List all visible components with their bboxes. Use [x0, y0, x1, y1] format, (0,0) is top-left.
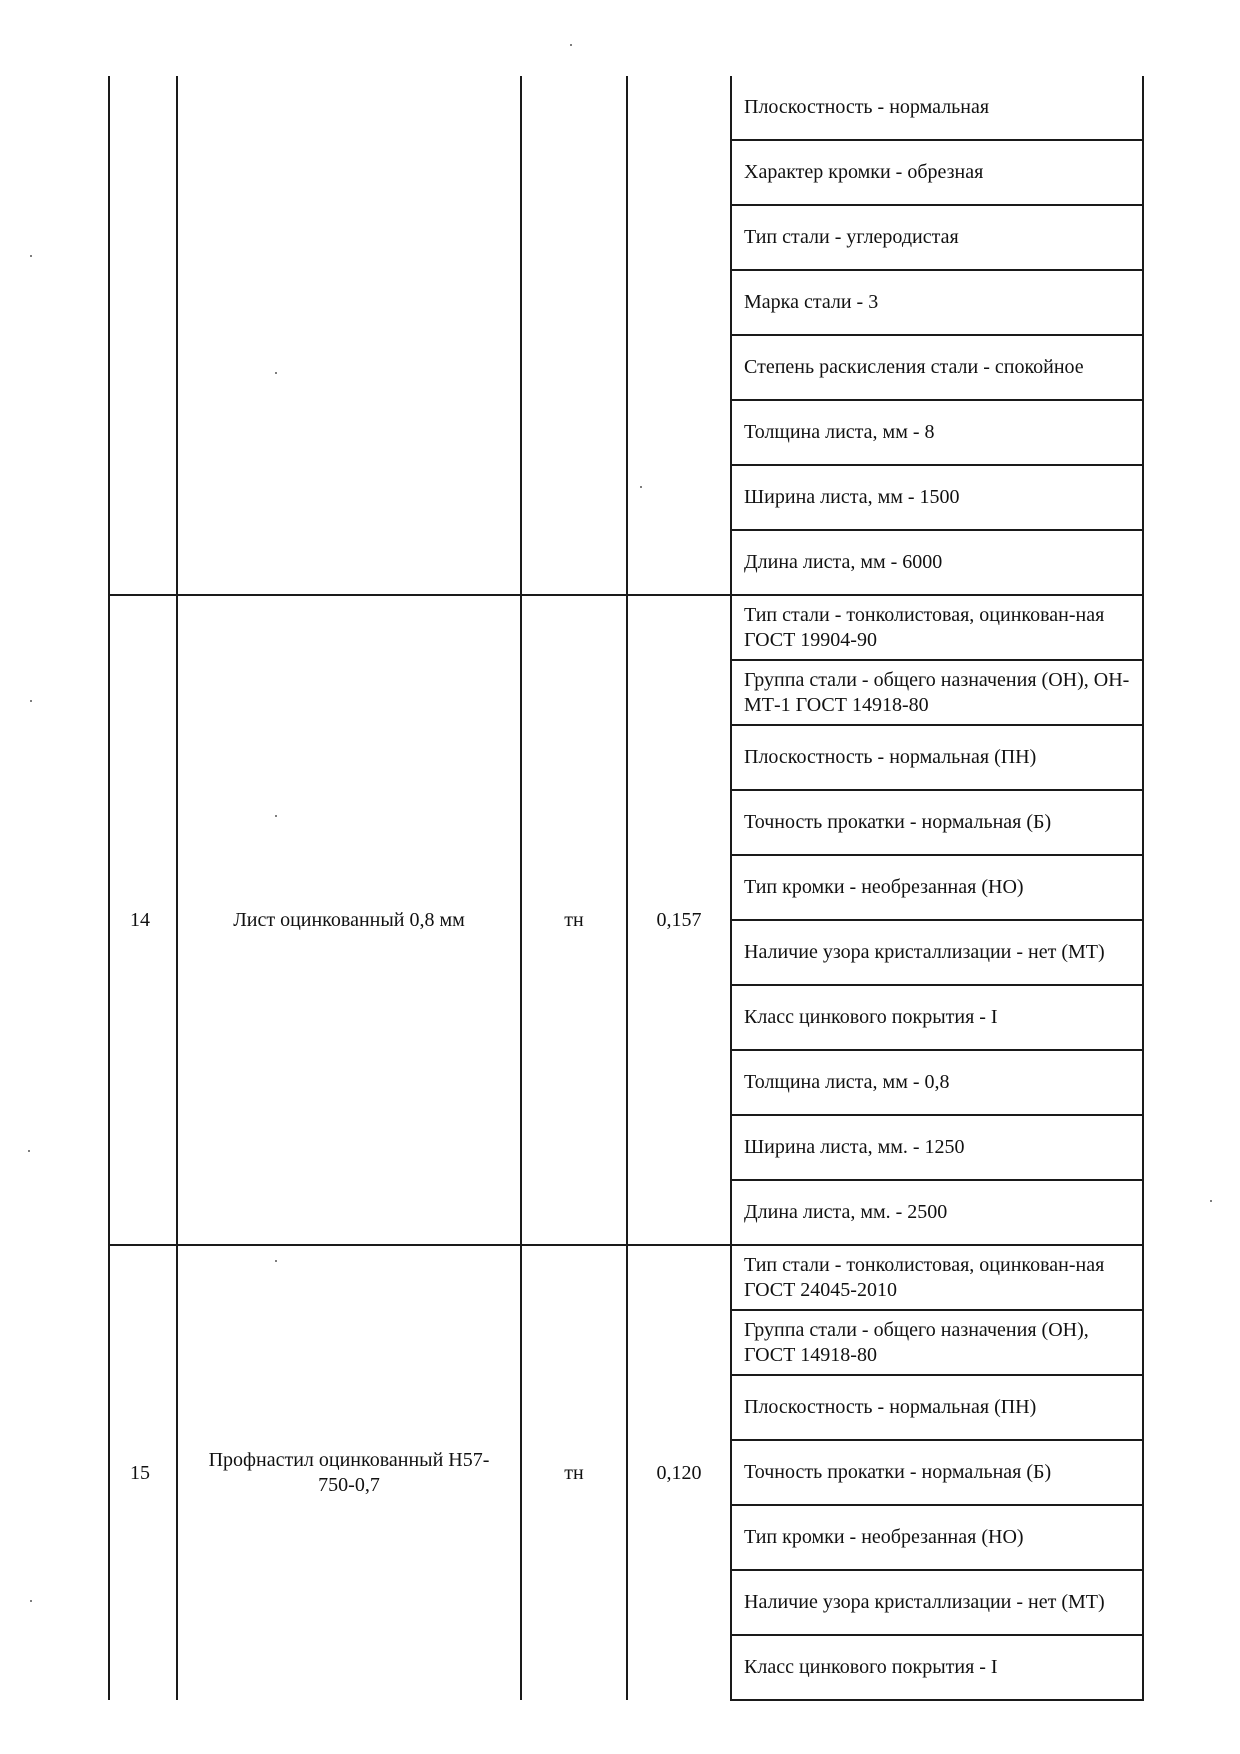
- item-number-cell: 15: [109, 1245, 177, 1700]
- characteristic-text: Тип стали - углеродистая: [744, 226, 959, 248]
- characteristic-cell: [731, 1050, 1143, 1115]
- unit-cell: тн: [521, 1245, 627, 1700]
- characteristic-text: Марка стали - 3: [744, 291, 879, 313]
- characteristic-text: Наличие узора кристаллизации - нет (МТ): [744, 1591, 1105, 1613]
- characteristic-text: Тип стали - тонколистовая, оцинкован-ная ГОСТ 24045-2010: [744, 1253, 1105, 1301]
- characteristic-text: Ширина листа, мм. - 1250: [744, 1136, 965, 1158]
- characteristic-text: Плоскостность - нормальная (ПН): [744, 1396, 1037, 1418]
- characteristic-text: Класс цинкового покрытия - I: [744, 1656, 998, 1678]
- specification-table: [108, 76, 1144, 1701]
- characteristic-text: Группа стали - общего назначения (ОН), ГОСТ 14918-80: [744, 1318, 1089, 1366]
- characteristic-cell: [731, 1245, 1143, 1310]
- characteristic-cell: [731, 465, 1143, 530]
- item-name-cell: [177, 76, 521, 595]
- characteristic-text: Степень раскисления стали - спокойное: [744, 356, 1084, 378]
- table-row: [109, 595, 1143, 660]
- characteristic-cell: [731, 400, 1143, 465]
- item-name-cell: Профнастил оцинкованный Н57-750-0,7: [177, 1245, 521, 1700]
- characteristic-text: Плоскостность - нормальная: [744, 96, 990, 118]
- characteristic-cell: [731, 1440, 1143, 1505]
- characteristic-cell: [731, 855, 1143, 920]
- characteristic-text: Длина листа, мм - 6000: [744, 551, 943, 573]
- characteristic-cell: [731, 1115, 1143, 1180]
- characteristic-cell: [731, 1570, 1143, 1635]
- characteristic-text: Ширина листа, мм - 1500: [744, 486, 960, 508]
- quantity-cell: 0,157: [627, 595, 731, 1245]
- table-row: [109, 76, 1143, 140]
- characteristic-cell: [731, 76, 1143, 140]
- scan-speck: [30, 700, 32, 702]
- characteristic-text: Толщина листа, мм - 8: [744, 421, 935, 443]
- item-name-cell: Лист оцинкованный 0,8 мм: [177, 595, 521, 1245]
- characteristic-text: Наличие узора кристаллизации - нет (МТ): [744, 941, 1105, 963]
- characteristic-cell: [731, 1310, 1143, 1375]
- characteristic-cell: [731, 1505, 1143, 1570]
- characteristic-cell: [731, 205, 1143, 270]
- table-row: [109, 1245, 1143, 1310]
- characteristic-text: Точность прокатки - нормальная (Б): [744, 811, 1052, 833]
- scan-speck: [30, 1600, 32, 1602]
- characteristic-cell: [731, 530, 1143, 595]
- scan-speck: [640, 486, 642, 488]
- characteristic-cell: [731, 335, 1143, 400]
- unit-cell: тн: [521, 595, 627, 1245]
- characteristic-cell: [731, 270, 1143, 335]
- characteristic-text: Характер кромки - обрезная: [744, 161, 984, 183]
- characteristic-cell: [731, 595, 1143, 660]
- characteristic-text: Класс цинкового покрытия - I: [744, 1006, 998, 1028]
- characteristic-cell: [731, 1375, 1143, 1440]
- characteristic-text: Тип кромки - необрезанная (НО): [744, 876, 1024, 898]
- characteristic-text: Длина листа, мм. - 2500: [744, 1201, 948, 1223]
- unit-cell: [521, 76, 627, 595]
- characteristic-cell: [731, 1635, 1143, 1700]
- characteristic-cell: [731, 790, 1143, 855]
- scan-speck: [1210, 1200, 1212, 1202]
- item-number-cell: 14: [109, 595, 177, 1245]
- characteristic-cell: [731, 920, 1143, 985]
- specification-table-body: [109, 76, 1143, 1700]
- quantity-cell: [627, 76, 731, 595]
- scan-speck: [28, 1150, 30, 1152]
- characteristic-cell: [731, 1180, 1143, 1245]
- scan-speck: [30, 255, 32, 257]
- scan-speck: [275, 1260, 277, 1262]
- scan-speck: [275, 815, 277, 817]
- quantity-cell: 0,120: [627, 1245, 731, 1700]
- characteristic-cell: [731, 985, 1143, 1050]
- scan-speck: [570, 44, 572, 46]
- characteristic-text: Тип стали - тонколистовая, оцинкован-ная ГОСТ 19904-90: [744, 603, 1105, 651]
- characteristic-text: Толщина листа, мм - 0,8: [744, 1071, 950, 1093]
- characteristic-text: Точность прокатки - нормальная (Б): [744, 1461, 1052, 1483]
- scan-speck: [275, 372, 277, 374]
- characteristic-text: Группа стали - общего назначения (ОН), ОН-МТ-1 ГОСТ 14918-80: [744, 668, 1130, 716]
- characteristic-text: Тип кромки - необрезанная (НО): [744, 1526, 1024, 1548]
- characteristic-cell: [731, 725, 1143, 790]
- item-number-cell: [109, 76, 177, 595]
- characteristic-cell: [731, 140, 1143, 205]
- characteristic-text: Плоскостность - нормальная (ПН): [744, 746, 1037, 768]
- characteristic-cell: [731, 660, 1143, 725]
